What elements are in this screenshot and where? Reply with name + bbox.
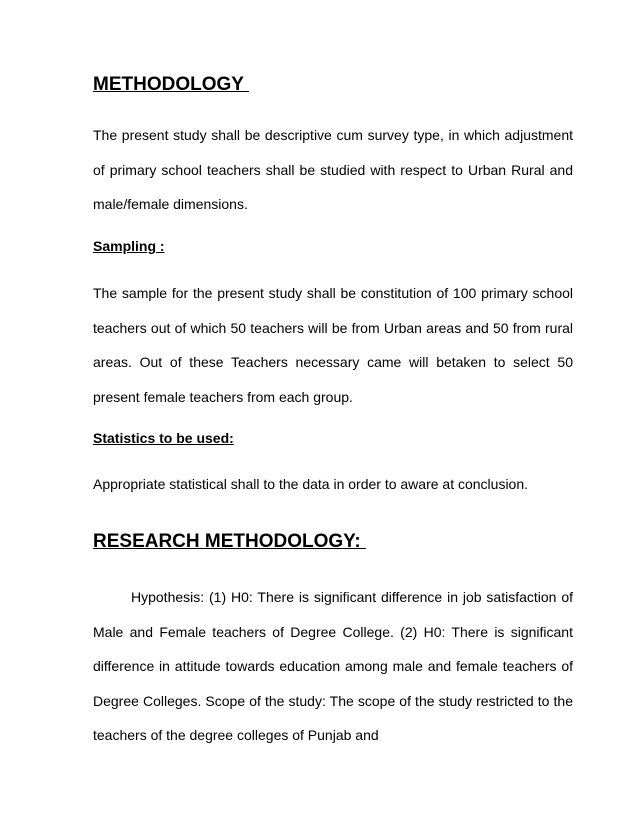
statistics-paragraph: Appropriate statistical shall to the data in order to aware at conclusion.	[93, 476, 529, 492]
statistics-heading: Statistics to be used:	[93, 430, 234, 446]
hypothesis-paragraph: Hypothesis: (1) H0: There is significant difference in job satisfaction of Male and Female teachers of Degree College. (2) H0: There is significant difference in attitude towards education among male and female teachers of Degree Colleges. Scope of the study: The scope of the study restricted to the teachers of the degree colleges of Punjab and	[93, 589, 573, 743]
study-design-paragraph: The present study shall be descriptive cum survey type, in which adjustment of primary school teachers shall be studied with respect to Urban Rural and male/female dimensions.	[93, 127, 573, 212]
sampling-paragraph: The sample for the present study shall be constitution of 100 primary school teachers out of which 50 teachers will be from Urban areas and 50 from rural areas. Out of these Teachers necessary came will betaken to select 50 present female teachers from each group.	[93, 285, 573, 405]
research-methodology-heading: RESEARCH METHODOLOGY:	[93, 531, 367, 552]
sampling-heading: Sampling :	[93, 238, 165, 254]
methodology-heading: METHODOLOGY	[93, 74, 249, 95]
